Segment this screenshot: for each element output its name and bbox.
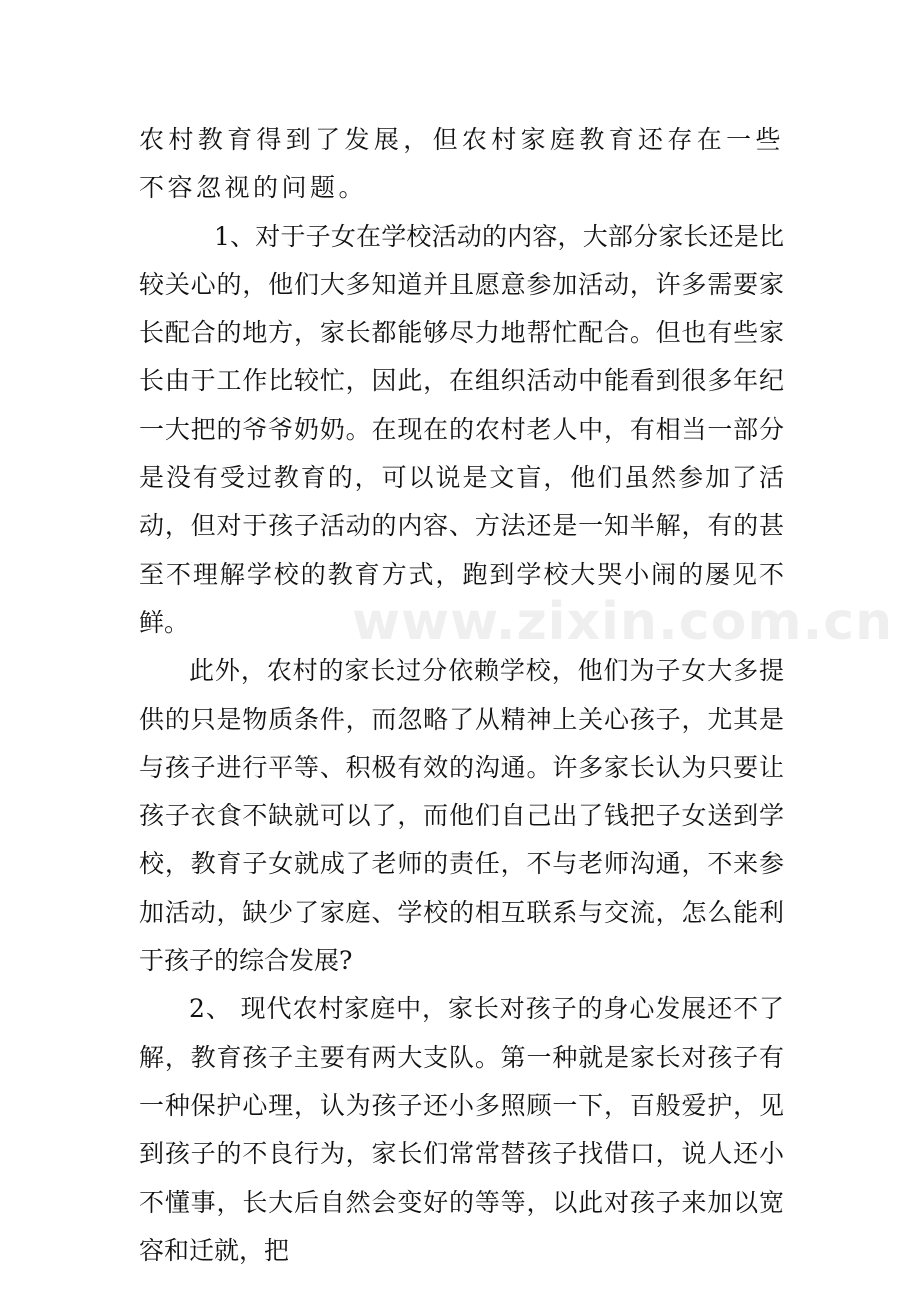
paragraph-point-1: 1、对于子女在学校活动的内容，大部分家长还是比较关心的，他们大多知道并且愿意参加活动，许多需要家长配合的地方，家长都能够尽力地帮忙配合。但也有些家长由于工作比较忙，因此，在组织活动中能看到很多年纪一大把的爷爷奶奶。在现在的农村老人中，有相当一部分是没有受过教育的，可以说是文盲，他们虽然参加了活动，但对于孩子活动的内容、方法还是一知半解，有的甚至不理解学校的教育方式，跑到学校大哭小闹的屡见不鲜。: [139, 221, 784, 637]
watermark: www.zixin.com.cn: [352, 592, 894, 652]
body-text: [139, 116, 784, 1275]
paragraph-intro: 农村教育得到了发展，但农村家庭教育还存在一些不容忽视的问题。: [139, 125, 784, 203]
paragraph-additional: 此外，农村的家长过分依赖学校，他们为子女大多提供的只是物质条件，而忽略了从精神上关心孩子，尤其是与孩子进行平等、积极有效的沟通。许多家长认为只要让孩子衣食不缺就可以了，而他们自己出了钱把子女送到学校，教育子女就成了老师的责任，不与老师沟通，不来参加活动，缺少了家庭、学校的相互联系与交流，怎么能利于孩子的综合发展?: [139, 656, 784, 976]
paragraph-point-2: 2、 现代农村家庭中，家长对孩子的身心发展还不了解，教育孩子主要有两大支队。第一种就是家长对孩子有一种保护心理，认为孩子还小多照顾一下，百般爱护，见到孩子的不良行为，家长们常常替孩子找借口，说人还小不懂事，长大后自然会变好的等等，以此对孩子来加以宽容和迁就，把: [139, 994, 784, 1265]
